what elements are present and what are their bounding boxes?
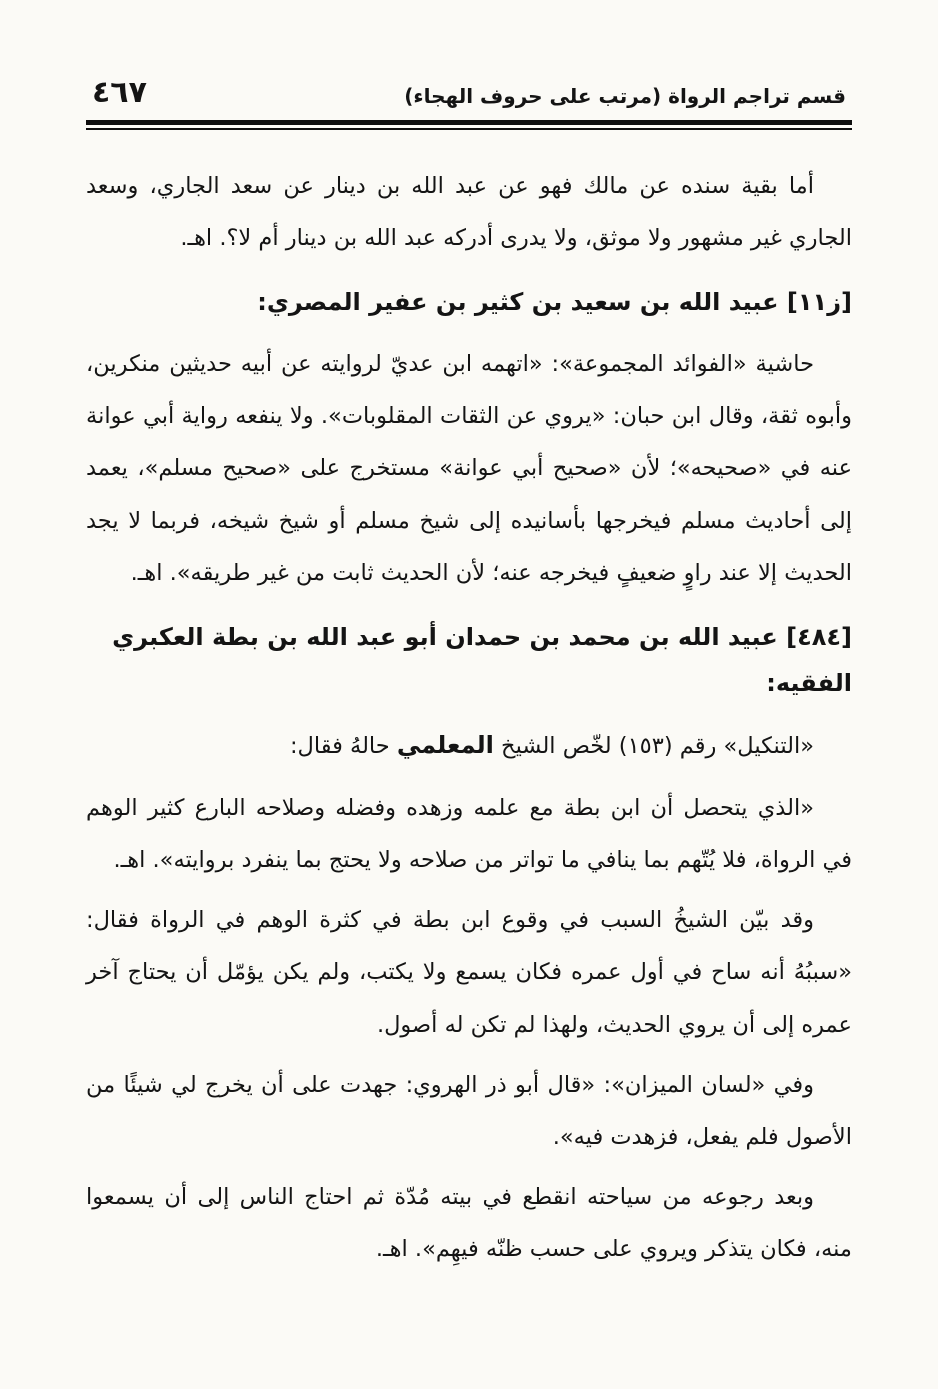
paragraph-isnad-note: أما بقية سنده عن مالك فهو عن عبد الله بن دينار عن سعد الجاري، وسعد الجاري غير مشهور ولا موثق، ولا يدرى أدركه عبد الله بن دينار أم لا؟. اهـ. (86, 173, 852, 252)
tankil-bold-name: المعلمي (396, 731, 494, 760)
tankil-suffix: حالهُ فقال: (289, 733, 397, 760)
paragraph-fawaid-majmua: حاشية «الفوائد المجموعة»: «اتهمه ابن عديّ لروايته عن أبيه حديثين منكرين، وأبوه ثقة، وقال ابن حبان: «يروي عن الثقات المقلوبات». ولا ينفعه رواية أبي عوانة عنه في «صحيحه»؛ لأن «صحيح أبي عوانة» مستخرج على «صحيح مسلم»، يعمد إلى أحاديث مسلم فيخرجها بأسانيده إلى شيخ مسلم أو شيخ شيخه، فربما لا يجد الحديث إلا عند راوٍ ضعيفٍ فيخرجه عنه؛ لأن الحديث ثابت من غير طريقه». اهـ. (86, 350, 852, 586)
paragraph-lisan-mizan: وفي «لسان الميزان»: «قال أبو ذر الهروي: جهدت على أن يخرج لي شيئًا من الأصول فلم يفعل، فزهدت فيه». (86, 1071, 852, 1150)
paragraph-return-from-travel: وبعد رجوعه من سياحته انقطع في بيته مُدّة ثم احتاج الناس إلى أن يسمعوا منه، فكان يتذكر ويروي على حسب ظنّه فيهِم». اهـ. (86, 1184, 852, 1263)
page-body (86, 160, 852, 1275)
entry-heading-z11: [ز١١] عبيد الله بن سعيد بن كثير بن عفير المصري: (257, 288, 852, 317)
paragraph-muallimi-quote: «الذي يتحصل أن ابن بطة مع علمه وزهده وفضله وصلاحه البارع كثير الوهم في الرواة، فلا يُتّهم بما ينافي ما تواتر من صلاحه ولا يحتج بما ينفرد بروايته». اهـ. (86, 794, 852, 873)
page-header (86, 75, 852, 120)
paragraph-tankil (86, 718, 852, 774)
paragraph-reason-wahm: وقد بيّن الشيخُ السبب في وقوع ابن بطة في كثرة الوهم في الرواة فقال: «سببُهُ أنه ساح في أول عمره فكان يسمع ولا يكتب، ولم يكن يؤمّل أن يحتاج آخر عمره إلى أن يروي الحديث، ولهذا لم تكن له أصول. (86, 907, 852, 1038)
tankil-prefix: «التنكيل» رقم (١٥٣) لخّص الشيخ (493, 733, 814, 760)
page-number: ٤٦٧ (92, 75, 147, 110)
header-title: قسم تراجم الرواة (مرتب على حروف الهجاء) (404, 84, 846, 108)
header-rule (86, 120, 852, 130)
entry-heading-484: [٤٨٤] عبيد الله بن محمد بن حمدان أبو عبد الله بن بطة العكبري الفقيه: (112, 622, 852, 697)
